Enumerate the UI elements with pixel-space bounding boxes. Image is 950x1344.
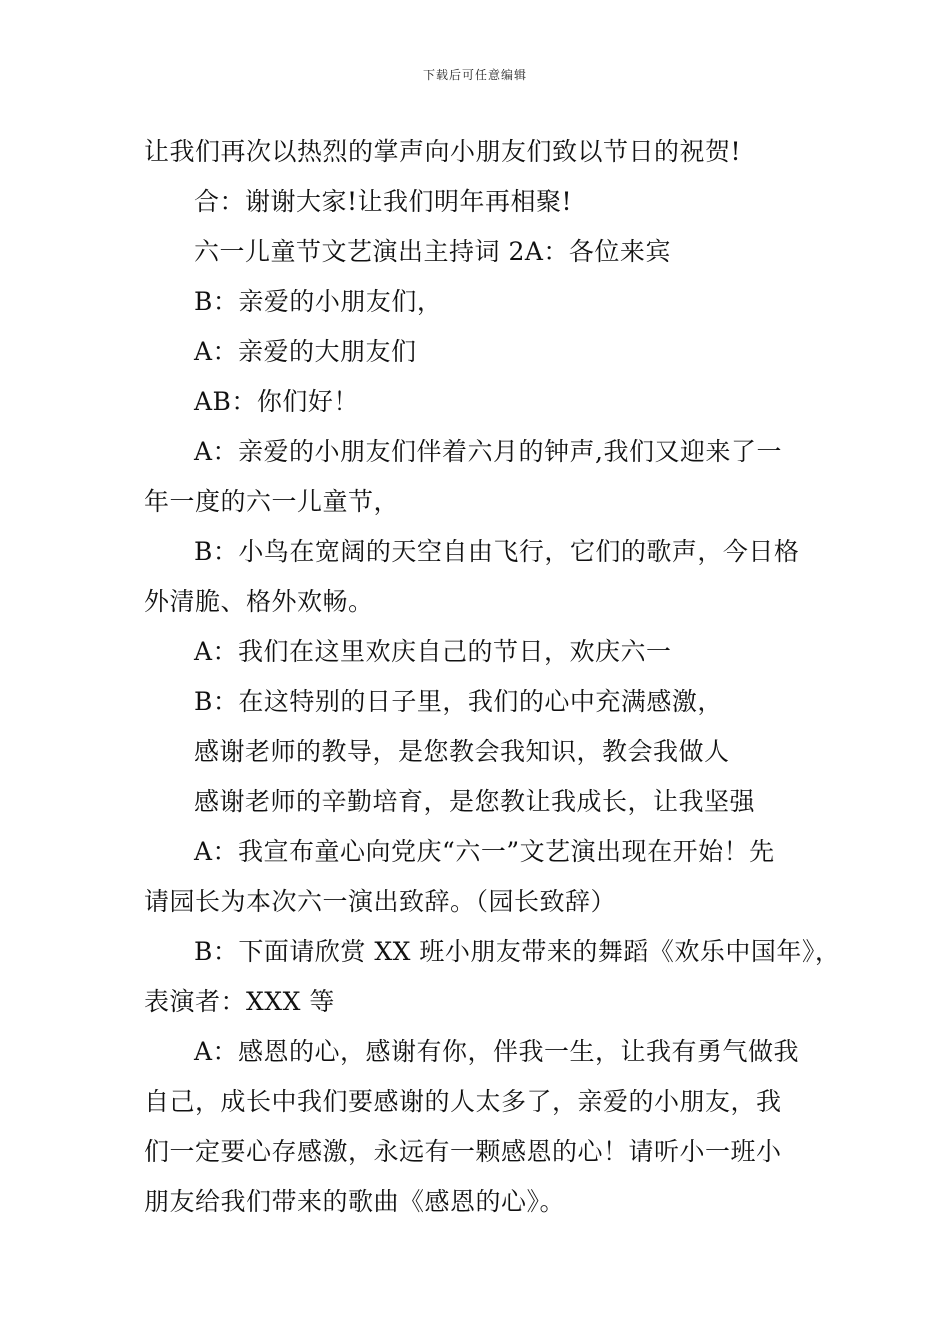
text-line: 感谢老师的教导，是您教会我知识，教会我做人 — [194, 737, 730, 766]
text-line: 年一度的六一儿童节， — [144, 487, 400, 516]
text-line: 自己，成长中我们要感谢的人太多了，亲爱的小朋友，我 — [144, 1087, 782, 1116]
text-line: A：我宣布童心向党庆“六一”文艺演出现在开始！先 — [194, 837, 775, 866]
text-line: B：亲爱的小朋友们， — [194, 287, 443, 316]
text-line: 们一定要心存感激，永远有一颗感恩的心！请听小一班小 — [144, 1137, 782, 1166]
text-line: A：亲爱的大朋友们 — [194, 337, 417, 366]
text-line: A：我们在这里欢庆自己的节日，欢庆六一 — [194, 637, 672, 666]
text-line: B：下面请欣赏 XX 班小朋友带来的舞蹈《欢乐中国年》， — [194, 937, 841, 966]
text-line: A：亲爱的小朋友们伴着六月的钟声,我们又迎来了一 — [194, 437, 783, 466]
text-line: A：感恩的心，感谢有你，伴我一生，让我有勇气做我 — [194, 1037, 800, 1066]
page-header: 下载后可任意编辑 — [422, 68, 527, 82]
text-line: 合：谢谢大家!让我们明年再相聚! — [194, 187, 573, 216]
text-line: 朋友给我们带来的歌曲《感恩的心》。 — [144, 1187, 566, 1216]
text-line: AB：你们好！ — [194, 387, 359, 416]
text-line: 请园长为本次六一演出致辞。（园长致辞） — [144, 887, 617, 916]
text-line: 感谢老师的辛勤培育，是您教让我成长，让我坚强 — [194, 787, 756, 816]
text-line: 外清脆、格外欢畅。 — [144, 587, 374, 616]
text-line: 六一儿童节文艺演出主持词 2A：各位来宾 — [194, 237, 671, 266]
text-line: 让我们再次以热烈的掌声向小朋友们致以节日的祝贺! — [144, 137, 742, 166]
text-line: B：小鸟在宽阔的天空自由飞行，它们的歌声，今日格 — [194, 537, 800, 566]
text-line: B：在这特别的日子里，我们的心中充满感激， — [194, 687, 723, 716]
text-line: 表演者：XXX 等 — [144, 987, 335, 1016]
